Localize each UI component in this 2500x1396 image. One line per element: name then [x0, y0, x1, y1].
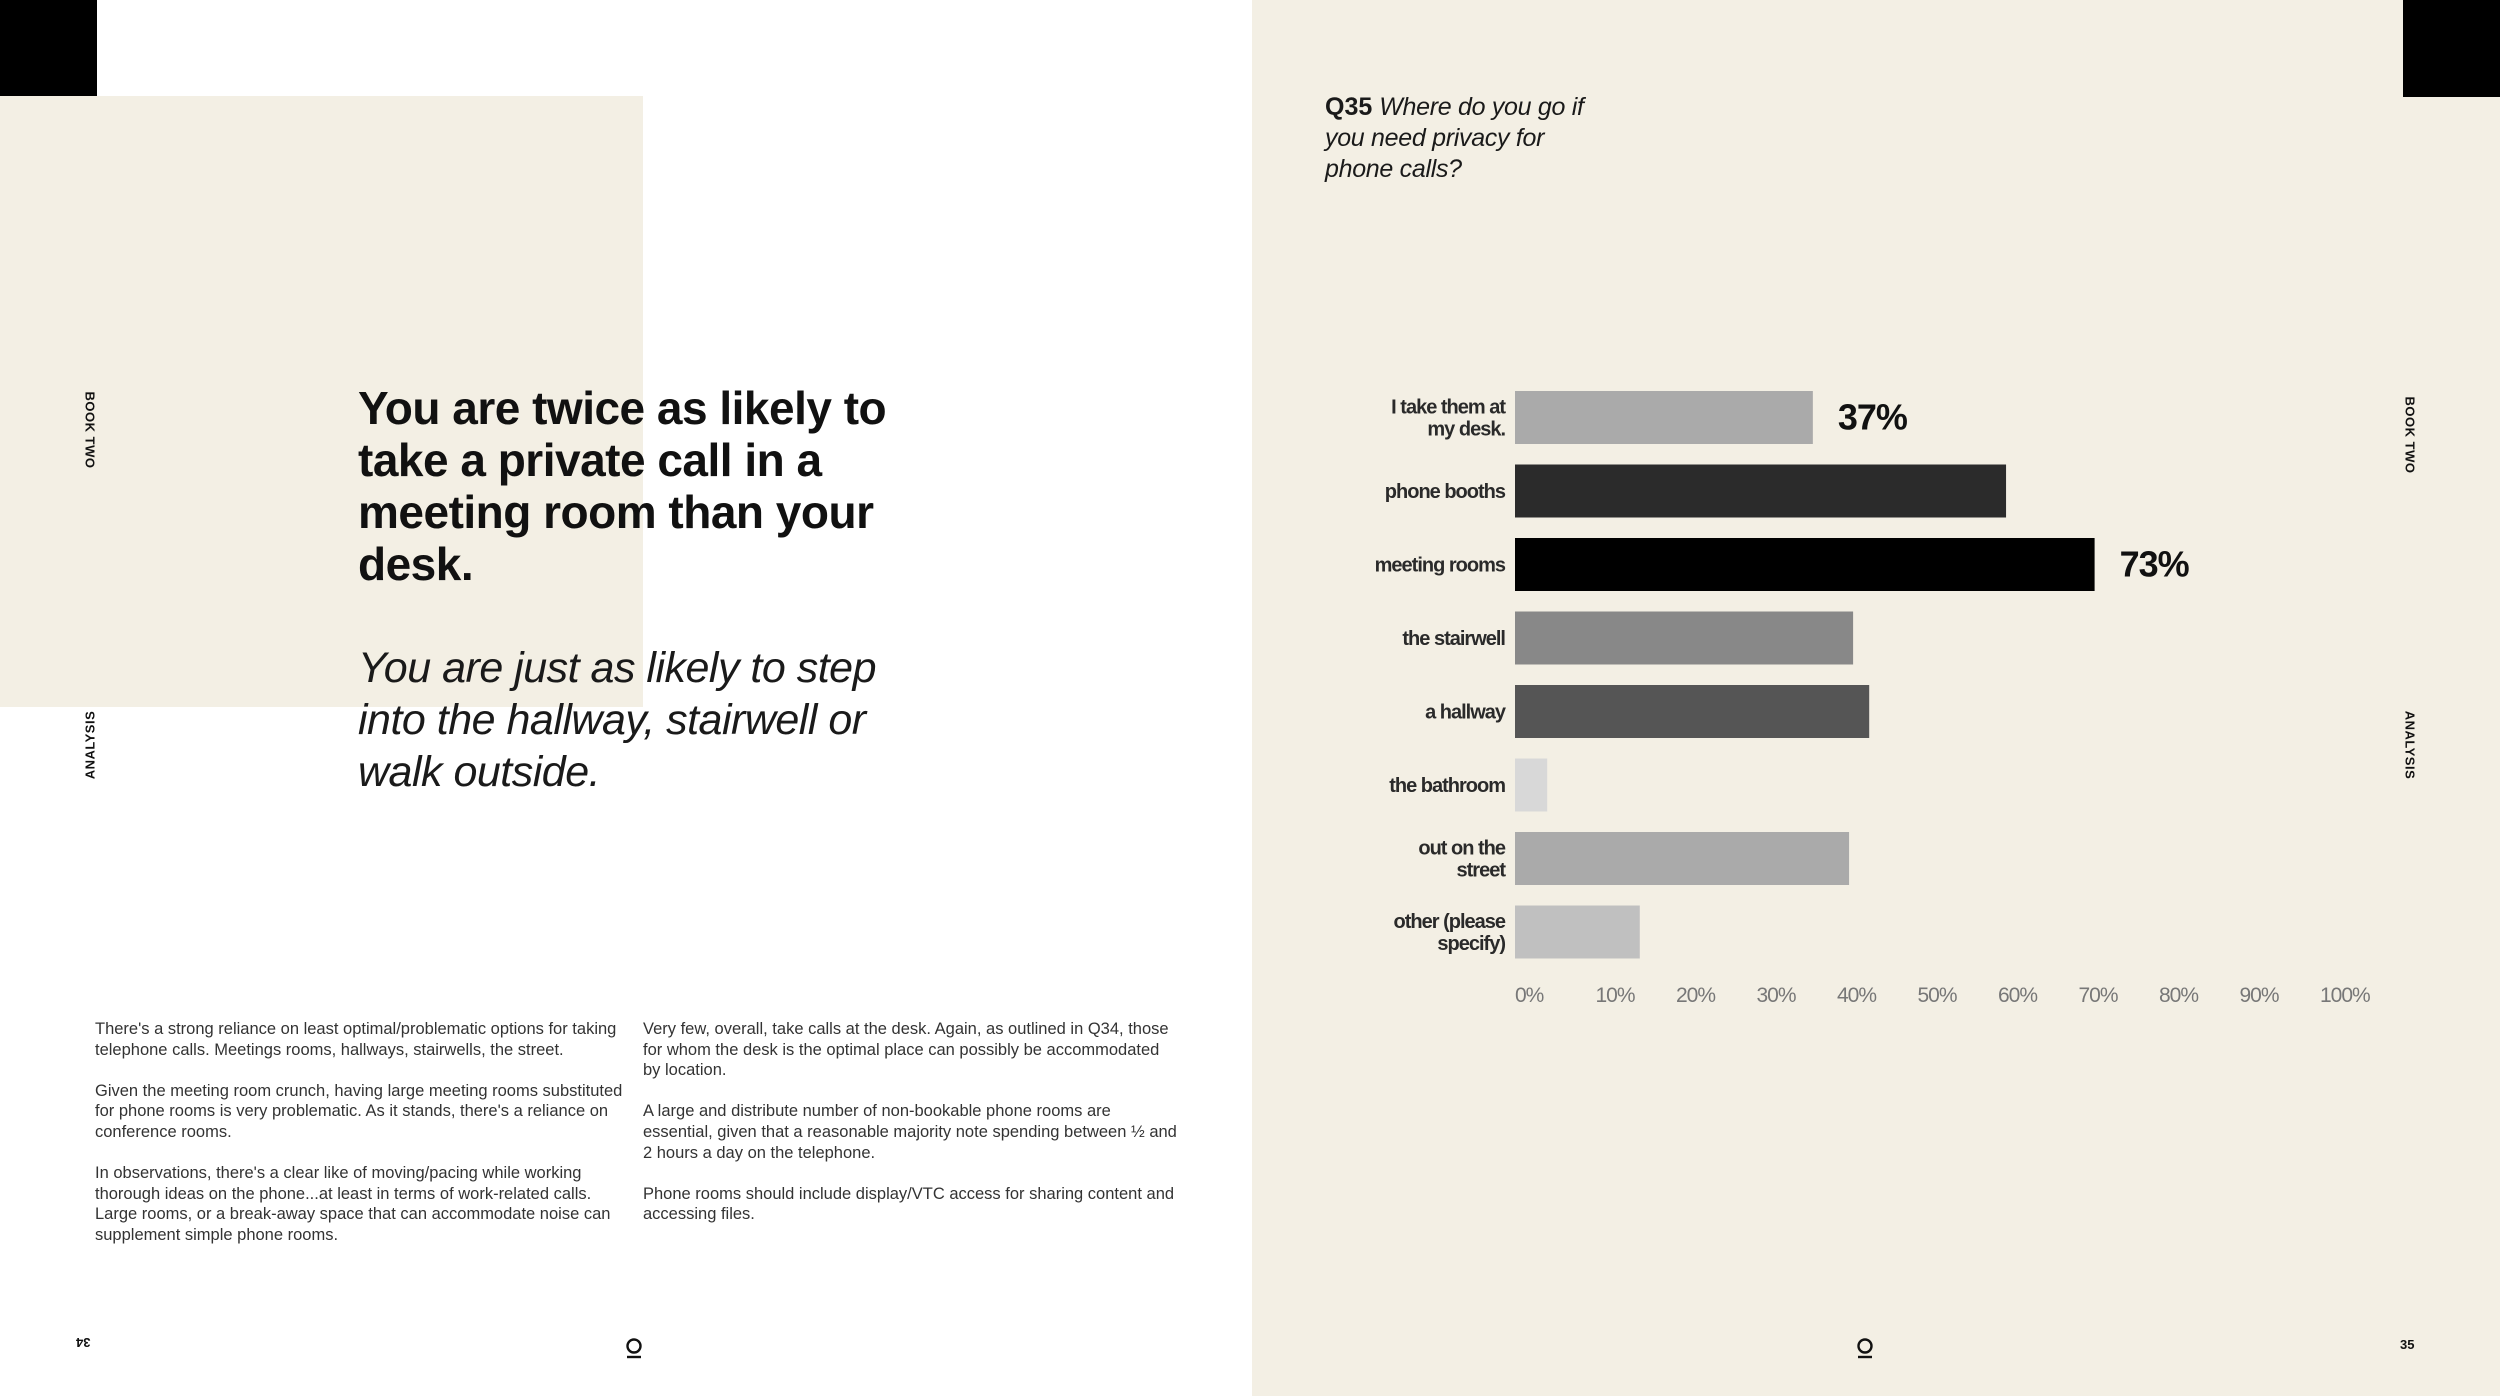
data-label: 37% [1837, 396, 1907, 438]
corner-block-left [0, 0, 97, 97]
chart-bar [1515, 391, 1813, 444]
side-label-analysis: ANALYSIS [2402, 710, 2418, 780]
body-paragraph: In observations, there's a clear like of moving/pacing while working thorough ideas on the phone...at least in terms of work-related calls. Large rooms, or a break-away space that can accommodate noise can supplement simple phone rooms. [95, 1164, 611, 1244]
x-tick-label: 10% [1595, 984, 1635, 1007]
body-paragraph: There's a strong reliance on least optimal/problematic options for taking telephone calls. Meetings rooms, hallways, stairwells, the street. [95, 1020, 617, 1059]
body-paragraph: Very few, overall, take calls at the desk. Again, as outlined in Q34, those for whom the desk is the optimal place can possibly be accommodated by location. [643, 1020, 1169, 1080]
x-tick-label: 60% [1998, 984, 2038, 1007]
chart-bar [1515, 685, 1869, 738]
x-tick-label: 30% [1756, 984, 1796, 1007]
subhead: You are just as likely to step into the hallway, stairwell or walk outside. [358, 644, 877, 796]
x-tick-label: 40% [1837, 984, 1877, 1007]
bar-chart [1290, 370, 2370, 1020]
data-label: 73% [2119, 543, 2189, 585]
question-text: Where do you go if you need privacy for phone calls? [1325, 93, 1584, 183]
category-label: out on the street [1418, 837, 1505, 882]
category-label: I take them at my desk. [1391, 396, 1505, 441]
x-tick-label: 70% [2078, 984, 2118, 1007]
side-label-book-two: BOOK TWO [82, 391, 98, 469]
body-paragraph: Given the meeting room crunch, having large meeting rooms substituted for phone rooms is very problematic. As it stands, there's a reliance on conference rooms. [95, 1081, 623, 1141]
chart-bar [1515, 612, 1853, 665]
page-number-right: 35 [2400, 1337, 2415, 1352]
body-column-left [95, 1019, 625, 1266]
x-tick-label: 100% [2320, 984, 2370, 1007]
chart-bar [1515, 465, 2006, 518]
category-label: other (please specify) [1393, 911, 1505, 955]
category-label: a hallway [1425, 701, 1505, 724]
page-number-left: 34 [76, 1335, 91, 1350]
chart-bar [1515, 759, 1547, 812]
survey-question [1325, 92, 1605, 185]
x-tick-label: 0% [1515, 984, 1544, 1007]
x-tick-label: 80% [2159, 984, 2199, 1007]
question-number: Q35 [1325, 93, 1373, 121]
chart-bar [1515, 832, 1849, 885]
x-tick-label: 50% [1917, 984, 1957, 1007]
side-label-analysis: ANALYSIS [82, 710, 98, 780]
side-label-book-two: BOOK TWO [2402, 396, 2418, 474]
x-tick-label: 20% [1676, 984, 1716, 1007]
chart-bar [1515, 906, 1640, 959]
category-label: the bathroom [1389, 775, 1505, 797]
category-label: the stairwell [1402, 628, 1505, 650]
category-label: phone booths [1384, 481, 1505, 503]
body-paragraph: A large and distribute number of non-bookable phone rooms are essential, given that a reasonable majority note spending between ½ and 2 hours a day on the telephone. [643, 1102, 1177, 1162]
body-paragraph: Phone rooms should include display/VTC access for sharing content and accessing files. [643, 1184, 1175, 1224]
brand-logo-icon [1856, 1337, 1874, 1361]
chart-bar [1515, 538, 2095, 591]
category-label: meeting rooms [1374, 554, 1505, 577]
body-column-right [643, 1019, 1178, 1246]
corner-block-right [2403, 0, 2500, 97]
headline: You are twice as likely to take a private call in a meeting room than your desk. [358, 382, 887, 590]
x-tick-label: 90% [2239, 984, 2279, 1007]
brand-logo-icon [625, 1337, 643, 1361]
